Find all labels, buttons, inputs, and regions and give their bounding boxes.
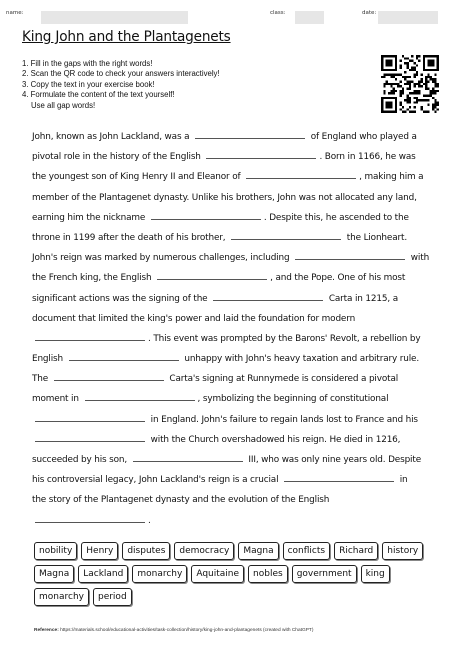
- gap-blank[interactable]: [85, 392, 195, 401]
- word-chip[interactable]: nobility: [34, 542, 77, 560]
- word-chip[interactable]: monarchy: [34, 588, 89, 606]
- gap-blank[interactable]: [231, 231, 341, 240]
- text-segment: English: [32, 354, 66, 365]
- word-chip[interactable]: Magna: [34, 565, 74, 583]
- text-line: [32, 127, 417, 147]
- word-chip[interactable]: conflicts: [283, 542, 331, 560]
- text-line: [32, 470, 412, 490]
- text-segment: Carta in 1215, a: [326, 293, 399, 304]
- text-segment: John, known as John Lackland, was a: [32, 132, 193, 142]
- text-segment: , and the Pope. One of his most: [270, 273, 406, 284]
- word-chip[interactable]: king: [361, 565, 390, 583]
- text-segment: with: [408, 253, 430, 264]
- text-line: [32, 490, 412, 510]
- text-line: [32, 188, 417, 208]
- gap-blank[interactable]: [69, 352, 179, 361]
- instructions: [22, 59, 220, 111]
- text-line: [32, 167, 424, 187]
- text-line: [32, 450, 422, 470]
- word-chip[interactable]: Aquitaine: [191, 565, 244, 583]
- page-title: King John and the Plantagenets: [22, 29, 231, 45]
- qr-code-icon[interactable]: [381, 55, 439, 113]
- text-line: [32, 511, 412, 531]
- text-segment: the youngest son of King Henry II and Eleanor of: [32, 172, 244, 183]
- text-line: [32, 248, 430, 268]
- text-segment: pivotal role in the history of the English: [32, 152, 204, 163]
- gap-blank[interactable]: [246, 170, 356, 179]
- text-line: [32, 228, 412, 248]
- gap-blank[interactable]: [157, 271, 267, 280]
- text-segment: of England who played a: [308, 132, 417, 142]
- word-chip[interactable]: nobles: [248, 565, 288, 583]
- gap-blank[interactable]: [35, 514, 145, 523]
- word-chip[interactable]: Magna: [238, 542, 278, 560]
- text-segment: member of the Plantagenet dynasty. Unlike his brothers, John was not allocated any land,: [32, 192, 417, 203]
- text-segment: unhappy with John's heavy taxation and arbitrary rule.: [181, 354, 420, 365]
- instruction-3: 3. Copy the text in your exercise book!: [22, 79, 155, 89]
- word-chip[interactable]: history: [382, 542, 423, 560]
- text-segment: moment in: [32, 394, 82, 405]
- text-segment: the French king, the English: [32, 273, 155, 284]
- text-segment: in England. John's failure to regain lands lost to France and his: [148, 414, 418, 425]
- word-chip[interactable]: period: [93, 588, 132, 606]
- word-chip[interactable]: disputes: [122, 542, 170, 560]
- text-line: [32, 430, 412, 450]
- text-line: [32, 147, 416, 167]
- text-line: [32, 349, 420, 369]
- reference-label: Reference:: [34, 628, 59, 633]
- name-field[interactable]: [41, 11, 188, 24]
- word-chip[interactable]: Henry: [81, 542, 118, 560]
- text-line: [32, 410, 418, 430]
- text-line: [32, 268, 412, 288]
- text-segment: with the Church overshadowed his reign. He died in 1216,: [148, 434, 401, 445]
- text-segment: , making him a: [359, 172, 424, 183]
- gap-blank[interactable]: [151, 211, 261, 220]
- text-line: [32, 329, 421, 349]
- gap-blank[interactable]: [35, 433, 145, 442]
- text-segment: the Lionheart.: [344, 232, 408, 243]
- gap-blank[interactable]: [295, 251, 405, 260]
- text-segment: in: [397, 475, 408, 486]
- reference: [34, 628, 313, 633]
- gap-blank[interactable]: [35, 413, 145, 422]
- word-chip[interactable]: monarchy: [132, 565, 187, 583]
- word-chip[interactable]: Lackland: [78, 565, 128, 583]
- instruction-4: 4. Formulate the content of the text yourself!: [22, 90, 175, 100]
- name-label: name:: [6, 10, 24, 16]
- word-chip[interactable]: democracy: [174, 542, 234, 560]
- text-segment: . This event was prompted by the Barons' Revolt, a rebellion by: [148, 333, 421, 344]
- text-line: [32, 208, 412, 228]
- date-field[interactable]: [378, 11, 438, 24]
- text-segment: throne in 1199 after the death of his brother,: [32, 232, 229, 243]
- gap-blank[interactable]: [195, 130, 305, 139]
- text-segment: earning him the nickname: [32, 212, 148, 223]
- text-line: [32, 289, 412, 309]
- text-segment: , symbolizing the beginning of constitutional: [197, 394, 389, 405]
- text-segment: Carta's signing at Runnymede is considered a pivotal: [166, 374, 399, 385]
- text-segment: John's reign was marked by numerous challenges, including: [32, 253, 293, 264]
- word-bank: [34, 542, 434, 611]
- gap-blank[interactable]: [213, 292, 323, 301]
- gap-blank[interactable]: [133, 453, 243, 462]
- instruction-2: 2. Scan the QR code to check your answers interactively!: [22, 69, 220, 79]
- class-label: class:: [270, 10, 286, 16]
- text-segment: . Despite this, he ascended to the: [263, 212, 409, 223]
- text-segment: III, who was only nine years old. Despite: [245, 455, 422, 465]
- text-segment: . Born in 1166, he was: [319, 152, 416, 163]
- word-bank-row: [34, 565, 434, 583]
- gap-blank[interactable]: [206, 150, 316, 159]
- instruction-1: 1. Fill in the gaps with the right words!: [22, 59, 153, 68]
- word-chip[interactable]: government: [292, 565, 357, 583]
- text-segment: document that limited the king's power and laid the foundation for modern: [32, 313, 356, 324]
- text-segment: the story of the Plantagenet dynasty and the evolution of the English: [32, 495, 330, 506]
- instruction-5: Use all gap words!: [31, 100, 96, 110]
- text-line: [32, 389, 412, 409]
- text-segment: his controversial legacy, John Lackland's reign is a crucial: [32, 475, 282, 486]
- date-label: date:: [362, 10, 377, 16]
- text-line: [32, 369, 412, 389]
- word-chip[interactable]: Richard: [334, 542, 378, 560]
- text-segment: The: [32, 374, 51, 385]
- text-segment: succeeded by his son,: [32, 455, 130, 465]
- gap-text: [32, 127, 430, 531]
- text-segment: .: [148, 515, 151, 526]
- gap-blank[interactable]: [284, 473, 394, 482]
- text-segment: significant actions was the signing of the: [32, 293, 211, 304]
- gap-blank[interactable]: [35, 332, 145, 341]
- reference-url[interactable]: https://materials.school/educational-activities/task-collection/history/king-john-and-plantagenets (created with ChatGPT): [60, 628, 314, 633]
- text-line: [32, 309, 412, 329]
- word-bank-row: [34, 542, 434, 560]
- class-field[interactable]: [295, 11, 324, 24]
- word-bank-row: [34, 588, 434, 606]
- gap-blank[interactable]: [54, 372, 164, 381]
